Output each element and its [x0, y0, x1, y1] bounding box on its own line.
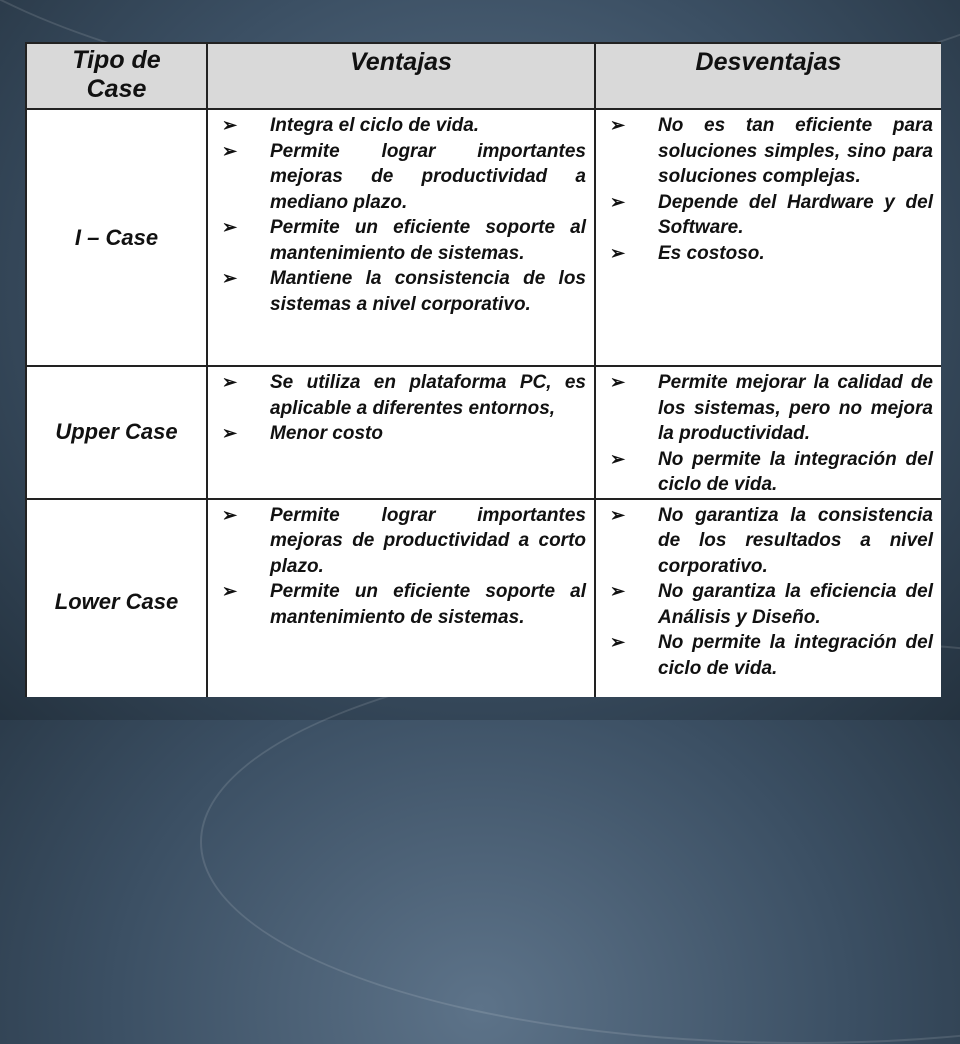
- table-row: [26, 109, 941, 366]
- bullet-point: [596, 241, 933, 267]
- desventajas-cell: [595, 366, 941, 499]
- header-desventajas: Desventajas: [595, 43, 941, 109]
- bullet-text: Se utiliza en plataforma PC, es aplicable a diferentes entornos,: [270, 372, 586, 419]
- bullet-point: [208, 139, 586, 216]
- arrowhead-bullet-icon: ➢: [222, 423, 238, 443]
- bullet-point: [596, 630, 933, 681]
- arrowhead-bullet-icon: ➢: [610, 632, 626, 652]
- bullet-text: Permite lograr importantes mejoras de productividad a corto plazo.: [270, 504, 586, 577]
- bullet-text: Permite un eficiente soporte al mantenimiento de sistemas.: [270, 217, 586, 264]
- bullet-point: [596, 447, 933, 498]
- bullet-point: [596, 370, 933, 447]
- table-row: [26, 366, 941, 499]
- case-comparison-table: [25, 42, 941, 697]
- bullet-point: [596, 503, 933, 580]
- bullet-text: Mantiene la consistencia de los sistemas a nivel corporativo.: [270, 268, 586, 315]
- table-row: [26, 499, 941, 698]
- desventajas-cell: [595, 109, 941, 366]
- arrowhead-bullet-icon: ➢: [610, 448, 626, 469]
- bullet-text: Integra el ciclo de vida.: [270, 115, 480, 136]
- arrowhead-bullet-icon: ➢: [610, 115, 626, 135]
- arrowhead-bullet-icon: ➢: [222, 140, 238, 161]
- bullet-point: [208, 579, 586, 630]
- arrowhead-bullet-icon: ➢: [222, 268, 238, 288]
- background-swoosh: [200, 640, 960, 1044]
- desventajas-list: [596, 367, 941, 498]
- ventajas-list: [208, 110, 594, 317]
- arrowhead-bullet-icon: ➢: [222, 581, 238, 601]
- header-tipo-de-case: Tipo de Case: [26, 43, 207, 109]
- desventajas-list: [596, 110, 941, 266]
- bullet-text: Permite un eficiente soporte al mantenimiento de sistemas.: [270, 581, 586, 628]
- arrowhead-bullet-icon: ➢: [222, 115, 238, 135]
- bullet-text: Permite mejorar la calidad de los sistemas, pero no mejora la productividad.: [658, 372, 933, 444]
- ventajas-list: [208, 500, 594, 631]
- desventajas-list: [596, 500, 941, 682]
- bullet-text: Permite lograr importantes mejoras de productividad a mediano plazo.: [270, 140, 586, 213]
- ventajas-list: [208, 367, 594, 447]
- arrowhead-bullet-icon: ➢: [610, 581, 626, 601]
- arrowhead-bullet-icon: ➢: [222, 504, 238, 525]
- arrowhead-bullet-icon: ➢: [222, 217, 238, 237]
- bullet-text: Depende del Hardware y del Software.: [658, 191, 933, 238]
- desventajas-cell: [595, 499, 941, 698]
- arrowhead-bullet-icon: ➢: [610, 242, 626, 263]
- arrowhead-bullet-icon: ➢: [610, 191, 626, 212]
- bullet-point: [208, 215, 586, 266]
- case-type-cell: Upper Case: [26, 366, 207, 499]
- ventajas-cell: [207, 499, 595, 698]
- case-type-cell: Lower Case: [26, 499, 207, 698]
- bullet-point: [208, 503, 586, 580]
- bullet-point: [208, 370, 586, 421]
- bullet-point: [208, 266, 586, 317]
- ventajas-cell: [207, 366, 595, 499]
- bullet-point: [596, 190, 933, 241]
- bullet-text: Menor costo: [270, 423, 383, 444]
- arrowhead-bullet-icon: ➢: [610, 372, 626, 392]
- arrowhead-bullet-icon: ➢: [222, 372, 238, 392]
- bullet-point: [208, 421, 586, 447]
- bullet-text: Es costoso.: [658, 242, 765, 264]
- bullet-text: No garantiza la consistencia de los resultados a nivel corporativo.: [658, 504, 933, 577]
- case-type-cell: I – Case: [26, 109, 207, 366]
- header-row: [26, 43, 941, 109]
- case-comparison-sheet: [25, 42, 941, 697]
- bullet-point: [596, 579, 933, 630]
- bullet-text: No permite la integración del ciclo de vida.: [658, 632, 933, 679]
- bullet-text: No es tan eficiente para soluciones simples, sino para soluciones complejas.: [658, 115, 933, 187]
- bullet-text: No permite la integración del ciclo de vida.: [658, 448, 933, 495]
- header-ventajas: Ventajas: [207, 43, 595, 109]
- bullet-text: No garantiza la eficiencia del Análisis y Diseño.: [658, 581, 933, 628]
- ventajas-cell: [207, 109, 595, 366]
- bullet-point: [208, 113, 586, 139]
- bullet-point: [596, 113, 933, 190]
- arrowhead-bullet-icon: ➢: [610, 504, 626, 525]
